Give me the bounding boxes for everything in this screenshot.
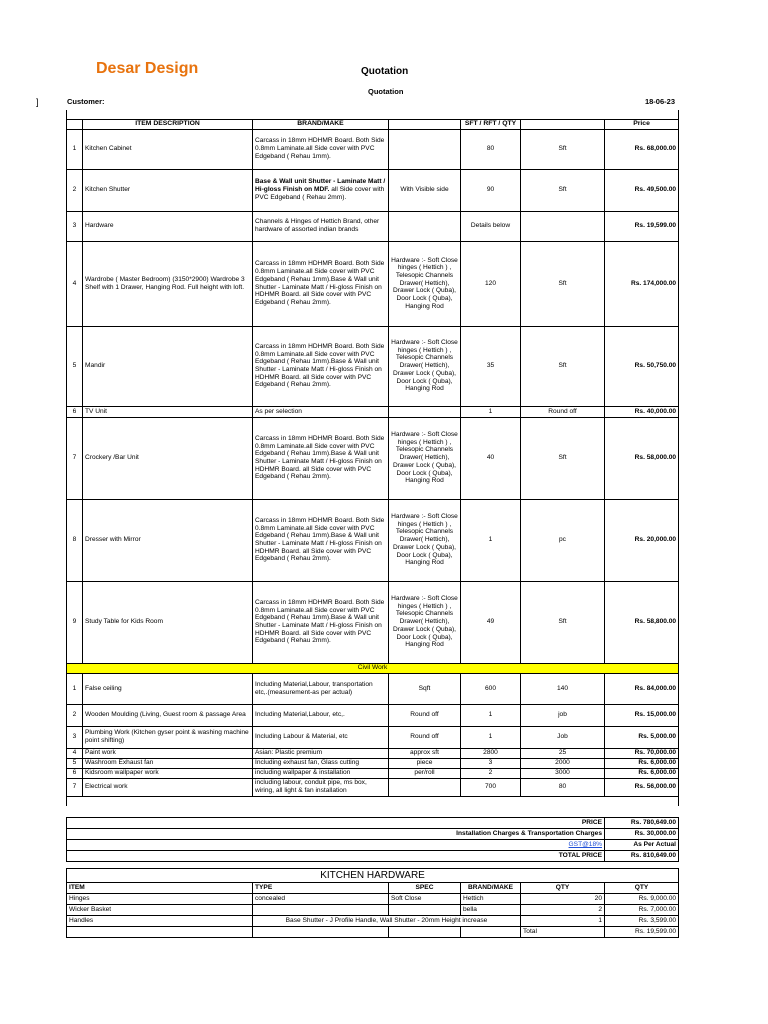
kitchen-qty: 1 [521,916,605,927]
header-cell-brand: BRAND/MAKE [253,119,389,129]
table-row [67,778,679,796]
table-row [67,758,679,768]
brand-make: Including Material,Labour, etc,. [253,704,389,726]
civil-work-row [67,663,679,673]
totals-row [67,818,679,829]
kitchen-col-type: TYPE [253,883,389,894]
brand-make: Including Labour & Material, etc [253,726,389,748]
quantity: 600 [461,673,521,704]
brand-make: Asian: Plastic premium [253,748,389,758]
quantity: Details below [461,211,521,241]
extra-detail: Hardware :- Soft Close hinges ( Hettich ) , Telesopic Channels Drawer( Hettich), Drawer Lock ( Quba), Door Lock ( Quba), Hanging Rod [389,417,461,499]
price: Rs. 174,000.00 [605,241,679,326]
brand-make: including wallpaper & installation [253,768,389,778]
kitchen-col-item: ITEM [67,883,253,894]
item-name: Wooden Moulding (Living, Guest room & passage Area [83,704,253,726]
unit: Round off [521,406,605,417]
quantity: 700 [461,778,521,796]
kitchen-item: Wicker Basket [67,905,253,916]
brand-make [253,169,389,211]
row-number: 9 [67,581,83,663]
kitchen-title-row [67,869,679,883]
kitchen-col-spec: SPEC [389,883,461,894]
kitchen-total-row [67,927,679,938]
page-title: Quotation [361,66,409,77]
unit: Job [521,726,605,748]
kitchen-type: Base Shutter - J Profile Handle, Wall Shutter - 20mm Height increase [253,916,521,927]
bracket-mark: ] [36,97,39,107]
extra-detail [389,211,461,241]
unit: 2000 [521,758,605,768]
brand-make: Carcass in 18mm HDHMR Board. Both Side 0.8mm Laminate.all Side cover with PVC Edgeband ( Rehau 1mm).Base & Wall unit Shutter - Laminate Matt / Hi-gloss Finish on HDHMR Board. all Side cover with PVC Edgeband ( Rehau 2mm). [253,581,389,663]
brand-make: Carcass in 18mm HDHMR Board. Both Side 0.8mm Laminate.all Side cover with PVC Edgeband ( Rehau 1mm).Base & Wall unit Shutter - Laminate Matt / Hi-gloss Finish on HDHMR Board. all Side cover with PVC Edgeband ( Rehau 2mm). [253,417,389,499]
item-name: Washroom Exhaust fan [83,758,253,768]
price: Rs. 20,000.00 [605,499,679,581]
quantity: 80 [461,129,521,169]
extra-detail: Sqft [389,673,461,704]
table-row [67,748,679,758]
kitchen-spec [389,905,461,916]
item-name: Paint work [83,748,253,758]
price: Rs. 68,000.00 [605,129,679,169]
totals-row [67,851,679,862]
table-row [67,673,679,704]
table-row [67,169,679,211]
extra-detail: Round off [389,704,461,726]
header-cell-price: Price [605,119,679,129]
kitchen-row [67,916,679,927]
totals-value: As Per Actual [605,840,679,851]
kitchen-total-label: Total [521,927,605,938]
spacer-row [67,110,679,119]
item-name: Hardware [83,211,253,241]
row-number: 1 [67,129,83,169]
brand-make-bold: Base & Wall unit Shutter - Laminate Matt / Hi-gloss Finish on MDF. [255,178,386,194]
quotation-table [66,110,679,806]
kitchen-item: Handles [67,916,253,927]
price: Rs. 50,750.00 [605,326,679,406]
row-number: 4 [67,748,83,758]
price: Rs. 58,800.00 [605,581,679,663]
price: Rs. 19,599.00 [605,211,679,241]
spacer-row [67,796,679,806]
item-name: Study Table for Kids Room [83,581,253,663]
brand-logo-text: Desar Design [96,60,199,77]
table-row [67,726,679,748]
brand-make: including labour, conduit pipe, ms box, wiring, all light & fan installation [253,778,389,796]
price: Rs. 70,000.00 [605,748,679,758]
kitchen-header-row [67,883,679,894]
kitchen-type [253,905,389,916]
kitchen-price: Rs. 9,000.00 [605,894,679,905]
item-name: Crockery /Bar Unit [83,417,253,499]
kitchen-col-brand: BRAND/MAKE [461,883,521,894]
table-row [67,499,679,581]
row-number: 3 [67,726,83,748]
price: Rs. 40,000.00 [605,406,679,417]
table-row [67,704,679,726]
kitchen-qty: 20 [521,894,605,905]
quantity: 2 [461,768,521,778]
brand-make: Including exhaust fan, Glass cutting [253,758,389,768]
header-cell-qty: SFT / RFT / QTY [461,119,521,129]
item-name: Dresser with Mirror [83,499,253,581]
extra-detail: Hardware :- Soft Close hinges ( Hettich ) , Telesopic Channels Drawer( Hettich), Drawer Lock ( Quba), Door Lock ( Quba), Hanging Rod [389,581,461,663]
price: Rs. 58,000.00 [605,417,679,499]
extra-detail [389,129,461,169]
kitchen-row [67,905,679,916]
kitchen-brand: Hettich [461,894,521,905]
kitchen-col-qty2: QTY [605,883,679,894]
row-number: 8 [67,499,83,581]
civil-work-label: Civil Work [67,663,679,673]
brand-make: Carcass in 18mm HDHMR Board. Both Side 0.8mm Laminate.all Side cover with PVC Edgeband ( Rehau 1mm). [253,129,389,169]
totals-label: PRICE [67,818,605,829]
page-subtitle: Quotation [368,87,404,96]
totals-label: Installation Charges & Transportation Charges [67,829,605,840]
table-row [67,417,679,499]
totals-row [67,829,679,840]
unit: Sft [521,129,605,169]
row-number: 2 [67,169,83,211]
brand-make: Carcass in 18mm HDHMR Board. Both Side 0.8mm Laminate.all Side cover with PVC Edgeband ( Rehau 1mm).Base & Wall unit Shutter - Laminate Matt / Hi-gloss Finish on HDHMR Board. all Side cover with PVC Edgeband ( Rehau 2mm). [253,326,389,406]
unit: Sft [521,169,605,211]
price: Rs. 15,000.00 [605,704,679,726]
extra-detail: Hardware :- Soft Close hinges ( Hettich ) , Telesopic Channels Drawer( Hettich), Drawer Lock ( Quba), Door Lock ( Quba), Hanging Rod [389,499,461,581]
item-name: Kitchen Cabinet [83,129,253,169]
row-number: 7 [67,417,83,499]
kitchen-total-value: Rs. 19,599.00 [605,927,679,938]
brand-make: Including Material,Labour, transportation etc,.(measurement-as per actual) [253,673,389,704]
brand-make: Carcass in 18mm HDHMR Board. Both Side 0.8mm Laminate.all Side cover with PVC Edgeband ( Rehau 1mm).Base & Wall unit Shutter - Laminate Matt / Hi-gloss Finish on HDHMR Board. all Side cover with PVC Edgeband ( Rehau 2mm). [253,499,389,581]
price: Rs. 6,000.00 [605,768,679,778]
gst-link[interactable]: GST@18% [67,840,605,851]
row-number: 5 [67,758,83,768]
totals-label: TOTAL PRICE [67,851,605,862]
header-cell-item: ITEM DESCRIPTION [83,119,253,129]
header-cell-blank [389,119,461,129]
quantity: 120 [461,241,521,326]
customer-label: Customer: [67,97,105,106]
row-number: 1 [67,673,83,704]
table-row [67,581,679,663]
quantity: 49 [461,581,521,663]
table-row [67,768,679,778]
unit [521,211,605,241]
extra-detail: Hardware :- Soft Close hinges ( Hettich ) , Telesopic Channels Drawer( Hettich), Drawer Lock ( Quba), Door Lock ( Quba), Hanging Rod [389,241,461,326]
row-number: 5 [67,326,83,406]
unit: job [521,704,605,726]
brand-make-rest: all Side cover with PVC Edgeband ( Rehau 2mm). [255,186,385,201]
table-row [67,129,679,169]
extra-detail: With Visible side [389,169,461,211]
item-name: False ceiling [83,673,253,704]
extra-detail: Round off [389,726,461,748]
customer-row [67,97,678,108]
item-name: Wardrobe ( Master Bedroom) (3150*2900) Wardrobe 3 Shelf with 1 Drawer, Hanging Rod. Full height with loft. [83,241,253,326]
unit: 140 [521,673,605,704]
brand-make: As per selection [253,406,389,417]
table-row [67,241,679,326]
price: Rs. 84,000.00 [605,673,679,704]
totals-value: Rs. 30,000.00 [605,829,679,840]
kitchen-type: concealed [253,894,389,905]
extra-detail: piece [389,758,461,768]
item-name: TV Unit [83,406,253,417]
extra-detail: per/roll [389,768,461,778]
unit: 25 [521,748,605,758]
quantity: 3 [461,758,521,768]
kitchen-row [67,894,679,905]
quantity: 2800 [461,748,521,758]
row-number: 2 [67,704,83,726]
totals-value: Rs. 810,649.00 [605,851,679,862]
price: Rs. 49,500.00 [605,169,679,211]
table-row [67,406,679,417]
kitchen-price: Rs. 7,000.00 [605,905,679,916]
header-cell-no [67,119,83,129]
quantity: 1 [461,704,521,726]
unit: Sft [521,241,605,326]
kitchen-price: Rs. 3,599.00 [605,916,679,927]
totals-table [66,817,679,862]
kitchen-col-qty: QTY [521,883,605,894]
quantity: 90 [461,169,521,211]
quantity: 40 [461,417,521,499]
kitchen-brand: bella [461,905,521,916]
kitchen-qty: 2 [521,905,605,916]
quantity: 1 [461,406,521,417]
item-name: Electrical work [83,778,253,796]
extra-detail [389,778,461,796]
extra-detail: Hardware :- Soft Close hinges ( Hettich ) , Telesopic Channels Drawer( Hettich), Drawer Lock ( Quba), Door Lock ( Quba), Hanging Rod [389,326,461,406]
price: Rs. 56,000.00 [605,778,679,796]
totals-value: Rs. 780,649.00 [605,818,679,829]
row-number: 6 [67,406,83,417]
totals-row [67,840,679,851]
row-number: 3 [67,211,83,241]
extra-detail: approx sft [389,748,461,758]
unit: Sft [521,581,605,663]
unit: Sft [521,326,605,406]
table-header-row [67,119,679,129]
unit: Sft [521,417,605,499]
item-name: Plumbing Work (Kitchen gyser point & washing machine point shifting) [83,726,253,748]
quote-date: 18-06-23 [644,97,675,106]
row-number: 4 [67,241,83,326]
unit: pc [521,499,605,581]
unit: 3000 [521,768,605,778]
price: Rs. 6,000.00 [605,758,679,768]
row-number: 6 [67,768,83,778]
brand-make: Carcass in 18mm HDHMR Board. Both Side 0.8mm Laminate.all Side cover with PVC Edgeband ( Rehau 1mm).Base & Wall unit Shutter - Laminate Matt / Hi-gloss Finish on HDHMR Board. all Side cover with PVC Edgeband ( Rehau 2mm). [253,241,389,326]
item-name: Mandir [83,326,253,406]
price: Rs. 5,000.00 [605,726,679,748]
item-name: Kitchen Shutter [83,169,253,211]
quantity: 1 [461,726,521,748]
brand-make: Channels & Hinges of Hettich Brand, other hardware of assorted indian brands [253,211,389,241]
kitchen-hardware-table [66,868,679,938]
unit: 80 [521,778,605,796]
item-name: Kidsroom wallpaper work [83,768,253,778]
quantity: 1 [461,499,521,581]
row-number: 7 [67,778,83,796]
kitchen-item: Hinges [67,894,253,905]
table-row [67,326,679,406]
kitchen-title: KITCHEN HARDWARE [67,869,679,883]
table-row [67,211,679,241]
kitchen-spec: Soft Close [389,894,461,905]
extra-detail [389,406,461,417]
quantity: 35 [461,326,521,406]
header-cell-unit [521,119,605,129]
